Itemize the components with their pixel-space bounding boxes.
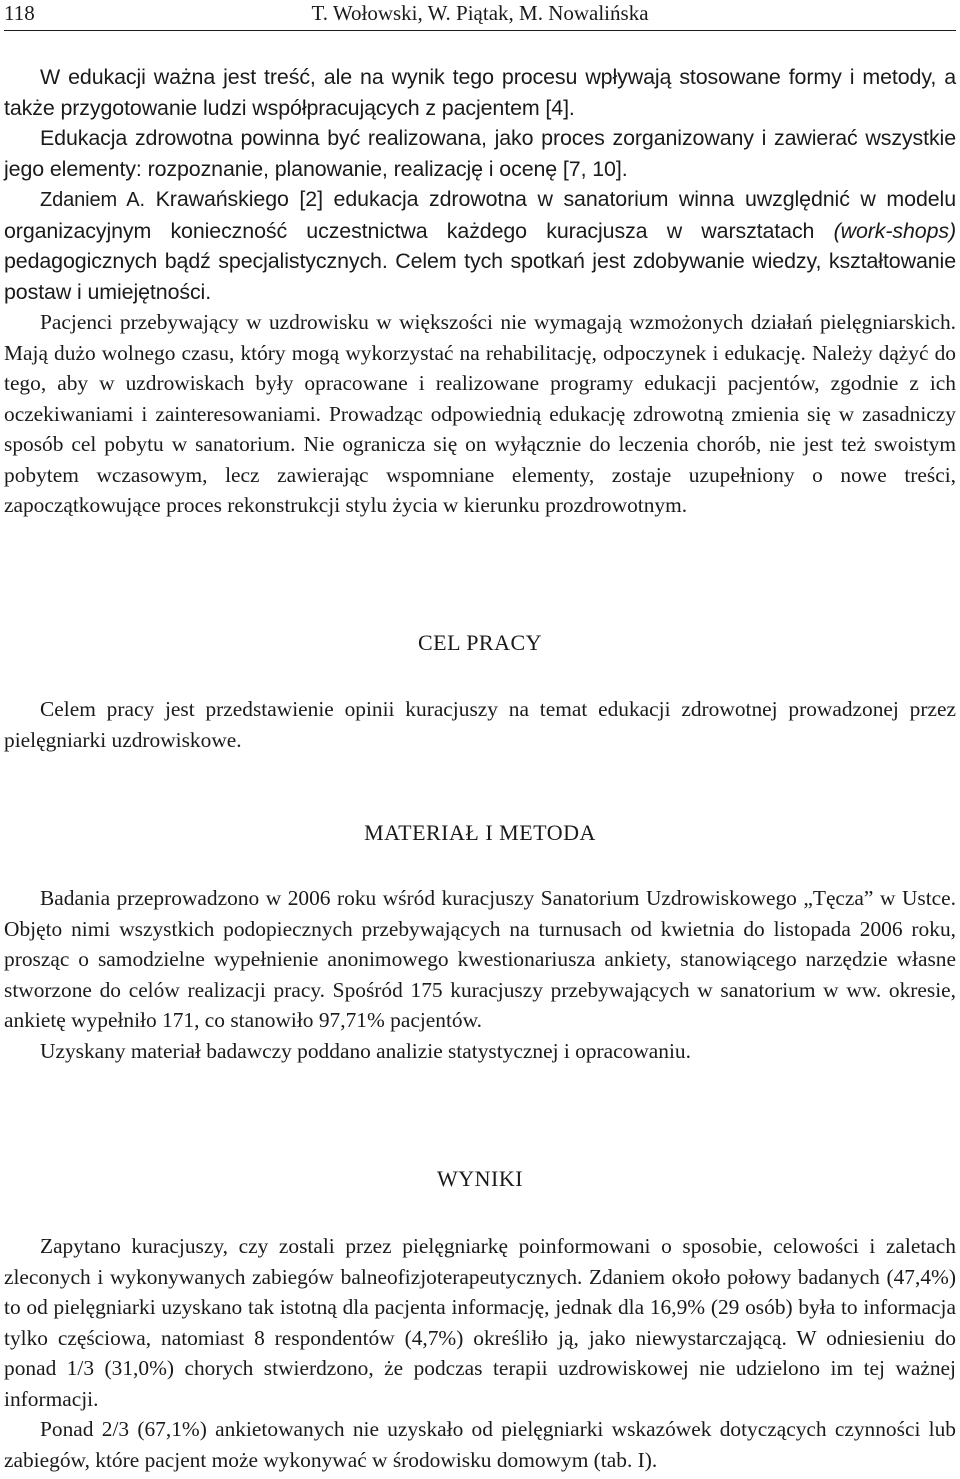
paragraph-aim-1: Celem pracy jest przedstawienie opinii kuracjuszy na temat edukacji zdrowotnej prowadzonej przez pielęgniarki uzdrowiskowe. xyxy=(4,697,956,752)
paragraph-intro-1: W edukacji ważna jest treść, ale na wynik tego procesu wpływają stosowane formy i metody, a także przygotowanie ludzi współpracujących z pacjentem [4]. xyxy=(4,65,956,120)
section-heading-aim: CEL PRACY xyxy=(417,630,543,655)
intro-3-lead: Zdaniem A. xyxy=(40,189,145,211)
paragraph-results-1: Zapytano kuracjuszy, czy zostali przez pielęgniarkę poinformowani o sposobie, celowości i zaletach zleconych i wykonywanych zabiegów balneofizjoterapeutycznych. Zdaniem około połowy badanych (47,4%) to od pielęgniarki uzyskano tak istotną dla pacjenta informację, jednak dla 16,9% (29 osób) była to informacja tylko częściowa, natomiast 8 respondentów (4,7%) określiło ją, jako niewystarczającą. W odniesieniu do ponad 1/3 (31,0%) chorych stwierdzono, że podczas terapii uzdrowiskowej nie udzielono im tej ważnej informacji. xyxy=(4,1234,956,1411)
methods-text xyxy=(4,883,956,1066)
introduction-text xyxy=(4,62,956,521)
intro-3-italic: (work-shops) xyxy=(833,218,956,243)
intro-3-tail: pedagogicznych bądź specjalistycznych. Celem tych spotkań jest zdobywanie wiedzy, kształtowanie postaw i umiejętności. xyxy=(4,249,956,304)
paragraph-intro-2: Edukacja zdrowotna powinna być realizowana, jako proces zorganizowany i zawierać wszystkie jego elementy: rozpoznanie, planowanie, realizację i ocenę [7, 10]. xyxy=(4,126,956,181)
paragraph-intro-3 xyxy=(4,184,956,307)
running-header xyxy=(4,0,956,31)
paragraph-methods-1: Badania przeprowadzono w 2006 roku wśród kuracjuszy Sanatorium Uzdrowiskowego „Tęcza” w Ustce. Objęto nimi wszystkich podopiecznych przebywających na turnusach od kwietnia do listopada 2006 roku, prosząc o samodzielne wypełnienie anonimowego kwestionariusza ankiety, stanowiącego narzędzie własne stworzone do celów realizacji pracy. Spośród 175 kuracjuszy przebywających w sanatorium w ww. okresie, ankietę wypełniło 171, co stanowiło 97,71% pacjentów. xyxy=(4,886,956,1032)
intro-3-body: Krawańskiego [2] edukacja zdrowotna w sanatorium winna uwzględnić w modelu organizacyjnym konieczność uczestnictwa każdego kuracjusza w warsztatach xyxy=(4,187,956,243)
section-heading-results: WYNIKI xyxy=(436,1166,524,1191)
results-text xyxy=(4,1231,956,1475)
paragraph-intro-4: Pacjenci przebywający w uzdrowisku w większości nie wymagają wzmożonych działań pielęgniarskich. Mają dużo wolnego czasu, który mogą wykorzystać na rehabilitację, odpoczynek i edukację. Należy dążyć do tego, aby w uzdrowiskach były opracowane i realizowane programy edukacji pacjentów, zgodnie z ich oczekiwaniami i zainteresowaniami. Prowadząc odpowiednią edukację zdrowotną zmienia się w zasadniczy sposób cel pobytu w sanatorium. Nie ogranicza się on wyłącznie do leczenia chorób, nie jest też swoistym pobytem wczasowym, lecz zawierając wspomniane elementy, zostaje uzupełniony o nowe treści, zapoczątkowujące proces rekonstrukcji stylu życia w kierunku prozdrowotnym. xyxy=(4,310,956,517)
paragraph-results-2: Ponad 2/3 (67,1%) ankietowanych nie uzyskało od pielęgniarki wskazówek dotyczących czynności lub zabiegów, które pacjent może wykonywać w środowisku domowym (tab. I). xyxy=(4,1417,956,1472)
section-heading-methods: MATERIAŁ I METODA xyxy=(364,820,596,845)
running-header-authors: T. Wołowski, W. Piątak, M. Nowalińska xyxy=(311,1,649,25)
aim-text xyxy=(4,694,956,755)
page-number: 118 xyxy=(4,1,35,25)
paragraph-methods-2: Uzyskany materiał badawczy poddano analizie statystycznej i opracowaniu. xyxy=(40,1038,691,1063)
